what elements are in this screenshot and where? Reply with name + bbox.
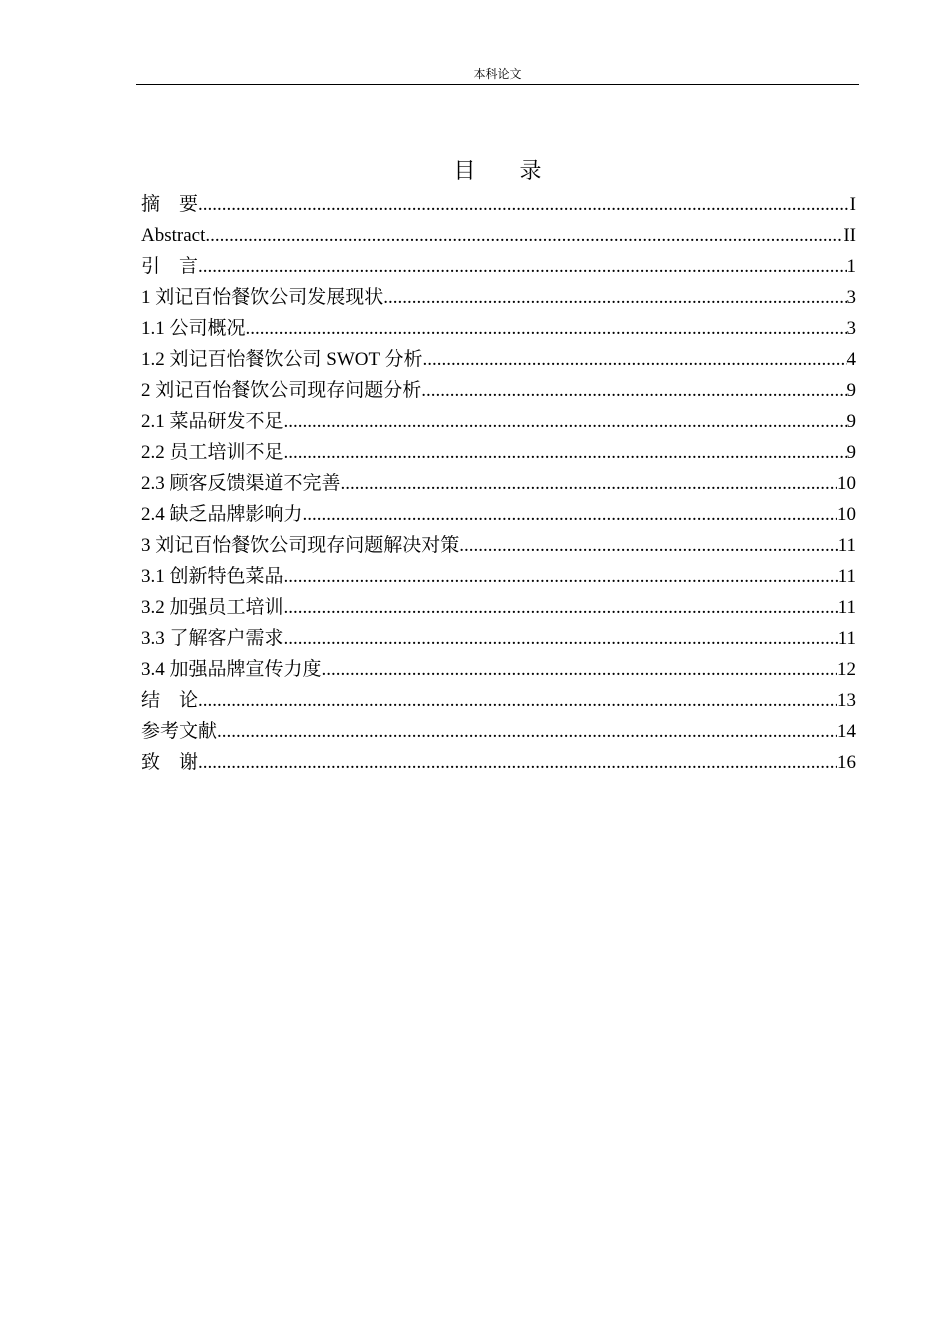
- running-header-title: 本科论文: [473, 67, 522, 81]
- toc-leader-dots: [284, 406, 847, 437]
- toc-leader-dots: [421, 375, 846, 406]
- toc-entry-section-1-1[interactable]: [141, 313, 856, 344]
- toc-entry-page: 4: [846, 349, 856, 370]
- toc-entry-label: 3.3 了解客户需求: [141, 628, 284, 649]
- toc-entry-page: 3: [846, 287, 856, 308]
- toc-entry-page: 16: [837, 752, 856, 773]
- toc-entry-chapter-2[interactable]: [141, 375, 856, 406]
- toc-entry-abstract-en[interactable]: [141, 220, 856, 251]
- toc-leader-dots: [205, 220, 843, 251]
- toc-leader-dots: [217, 716, 837, 747]
- toc-entry-section-2-3[interactable]: [141, 468, 856, 499]
- toc-entry-page: 10: [837, 504, 856, 525]
- toc-entry-section-3-2[interactable]: [141, 592, 856, 623]
- toc-entry-section-2-2[interactable]: [141, 437, 856, 468]
- toc-entry-acknowledgements[interactable]: [141, 747, 856, 778]
- toc-entry-page: II: [843, 225, 856, 246]
- toc-entry-page: 12: [837, 659, 856, 680]
- toc-entry-label: 结 论: [141, 690, 199, 711]
- toc-entry-chapter-3[interactable]: [141, 530, 856, 561]
- table-of-contents: [141, 189, 856, 778]
- running-header: [136, 66, 859, 85]
- toc-entry-label: 2.2 员工培训不足: [141, 442, 284, 463]
- toc-entry-section-1-2[interactable]: [141, 344, 856, 375]
- toc-entry-page: 9: [846, 411, 856, 432]
- toc-entry-label: 1.1 公司概况: [141, 318, 246, 339]
- toc-entry-page: 9: [846, 380, 856, 401]
- toc-entry-label: 2.1 菜品研发不足: [141, 411, 284, 432]
- toc-entry-section-2-4[interactable]: [141, 499, 856, 530]
- toc-entry-references[interactable]: [141, 716, 856, 747]
- toc-entry-introduction[interactable]: [141, 251, 856, 282]
- toc-leader-dots: [341, 468, 837, 499]
- toc-entry-label: 参考文献: [141, 721, 218, 742]
- toc-entry-page: 11: [837, 535, 856, 556]
- toc-entry-section-2-1[interactable]: [141, 406, 856, 437]
- toc-leader-dots: [284, 623, 838, 654]
- toc-entry-label: 3.2 加强员工培训: [141, 597, 284, 618]
- toc-entry-label: 3 刘记百怡餐饮公司现存问题解决对策: [141, 535, 460, 556]
- toc-entry-page: 3: [846, 318, 856, 339]
- toc-entry-page: 11: [837, 597, 856, 618]
- toc-entry-page: 11: [837, 566, 856, 587]
- toc-leader-dots: [423, 344, 847, 375]
- toc-entry-conclusion[interactable]: [141, 685, 856, 716]
- toc-entry-label: 2.3 顾客反馈渠道不完善: [141, 473, 341, 494]
- toc-entry-abstract-cn[interactable]: [141, 189, 856, 220]
- toc-entry-label: 3.1 创新特色菜品: [141, 566, 284, 587]
- toc-leader-dots: [246, 313, 847, 344]
- toc-leader-dots: [198, 747, 837, 778]
- toc-entry-label: 摘 要: [141, 194, 199, 215]
- toc-title-left: 目: [453, 159, 476, 184]
- toc-entry-label: 1 刘记百怡餐饮公司发展现状: [141, 287, 384, 308]
- toc-entry-page: 14: [837, 721, 856, 742]
- toc-entry-chapter-1[interactable]: [141, 282, 856, 313]
- toc-leader-dots: [198, 189, 850, 220]
- toc-entry-label: 致 谢: [141, 752, 199, 773]
- toc-entry-page: I: [849, 194, 856, 215]
- toc-entry-page: 9: [846, 442, 856, 463]
- toc-entry-label: 2.4 缺乏品牌影响力: [141, 504, 303, 525]
- toc-leader-dots: [198, 251, 846, 282]
- toc-leader-dots: [284, 592, 838, 623]
- toc-entry-page: 1: [846, 256, 856, 277]
- toc-entry-section-3-3[interactable]: [141, 623, 856, 654]
- toc-title-right: 录: [519, 159, 542, 184]
- toc-entry-label: 引 言: [141, 256, 199, 277]
- toc-leader-dots: [284, 437, 847, 468]
- toc-entry-page: 10: [837, 473, 856, 494]
- toc-entry-section-3-4[interactable]: [141, 654, 856, 685]
- toc-leader-dots: [303, 499, 837, 530]
- toc-entry-page: 13: [837, 690, 856, 711]
- toc-entry-label: 2 刘记百怡餐饮公司现存问题分析: [141, 380, 422, 401]
- toc-leader-dots: [459, 530, 837, 561]
- toc-entry-page: 11: [837, 628, 856, 649]
- toc-entry-label: 1.2 刘记百怡餐饮公司 SWOT 分析: [141, 349, 423, 370]
- toc-leader-dots: [284, 561, 838, 592]
- toc-title: [136, 156, 859, 188]
- toc-leader-dots: [322, 654, 837, 685]
- toc-leader-dots: [198, 685, 837, 716]
- toc-entry-label: 3.4 加强品牌宣传力度: [141, 659, 322, 680]
- toc-entry-label: Abstract: [141, 225, 206, 246]
- toc-leader-dots: [383, 282, 846, 313]
- toc-entry-section-3-1[interactable]: [141, 561, 856, 592]
